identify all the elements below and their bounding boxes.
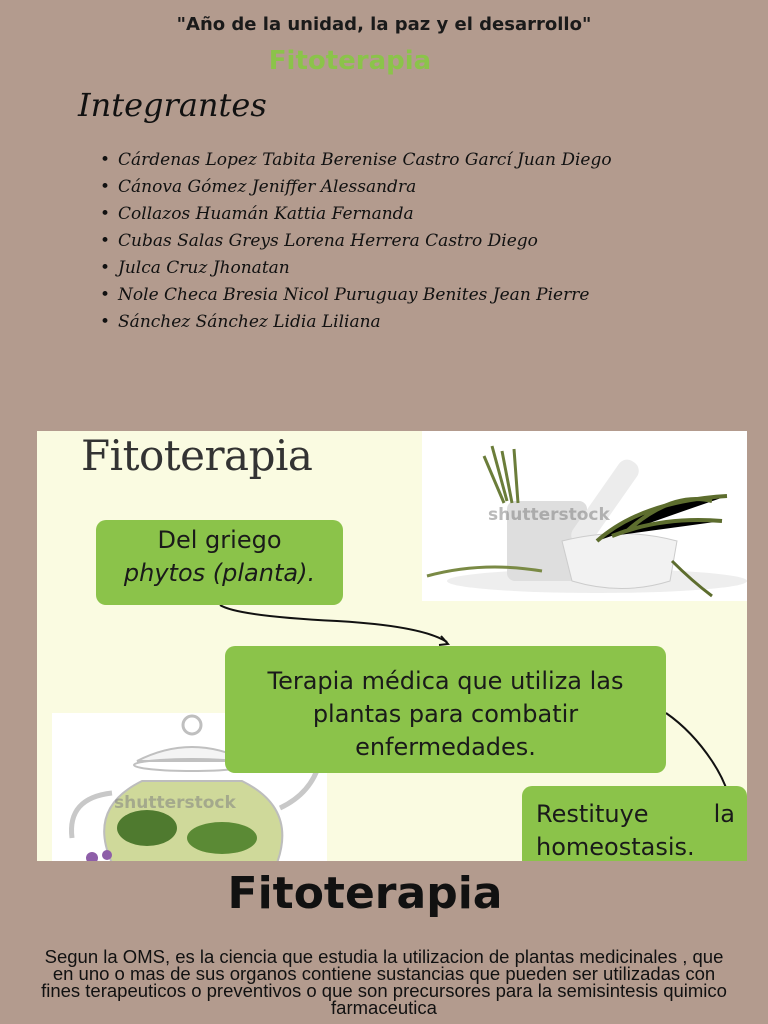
section-title: Fitoterapia — [227, 868, 503, 919]
member-item: • Cárdenas Lopez Tabita Berenise Castro Garcí Juan Diego — [100, 147, 612, 174]
box-text: homeostasis. — [536, 833, 695, 861]
definition-box-origin — [96, 520, 343, 605]
box-text-row — [536, 798, 735, 831]
member-item: • Sánchez Sánchez Lidia Liliana — [100, 309, 612, 336]
member-item: • Collazos Huamán Kattia Fernanda — [100, 201, 612, 228]
top-title: Fitoterapia — [268, 46, 432, 76]
motto: "Año de la unidad, la paz y el desarrollo" — [176, 14, 592, 35]
member-item: • Cánova Gómez Jeniffer Alessandra — [100, 174, 612, 201]
box-text: Terapia médica que utiliza las — [267, 667, 624, 695]
members-list — [100, 147, 612, 336]
slide-image — [37, 431, 747, 861]
box-text: Del griego — [157, 526, 282, 554]
oms-definition: Segun la OMS, es la ciencia que estudia la utilizacion de plantas medicinales , que en uno o mas de sus organos contiene sustancias que pueden ser utilizadas con fines terapeuticos o preventivos o que son precursores para la semisintesis quimico farmaceutica — [41, 946, 727, 1018]
slide-title: Fitoterapia — [81, 431, 313, 480]
box-text: la — [713, 800, 735, 828]
member-item: • Cubas Salas Greys Lorena Herrera Castro Diego — [100, 228, 612, 255]
members-heading: Integrantes — [78, 86, 267, 124]
box-text: enfermedades. — [355, 733, 536, 761]
mortar-herbs-photo — [422, 431, 747, 601]
box-text: Restituye — [536, 800, 649, 828]
definition-box-homeostasis — [522, 786, 747, 861]
watermark-text: shutterstock — [114, 793, 236, 813]
member-item: • Nole Checa Bresia Nicol Puruguay Benites Jean Pierre — [100, 282, 612, 309]
box-text: plantas para combatir — [312, 700, 579, 728]
watermark-text: shutterstock — [488, 505, 610, 525]
box-text: phytos (planta). — [123, 559, 316, 587]
definition-box-therapy — [225, 646, 666, 773]
member-item: • Julca Cruz Jhonatan — [100, 255, 612, 282]
